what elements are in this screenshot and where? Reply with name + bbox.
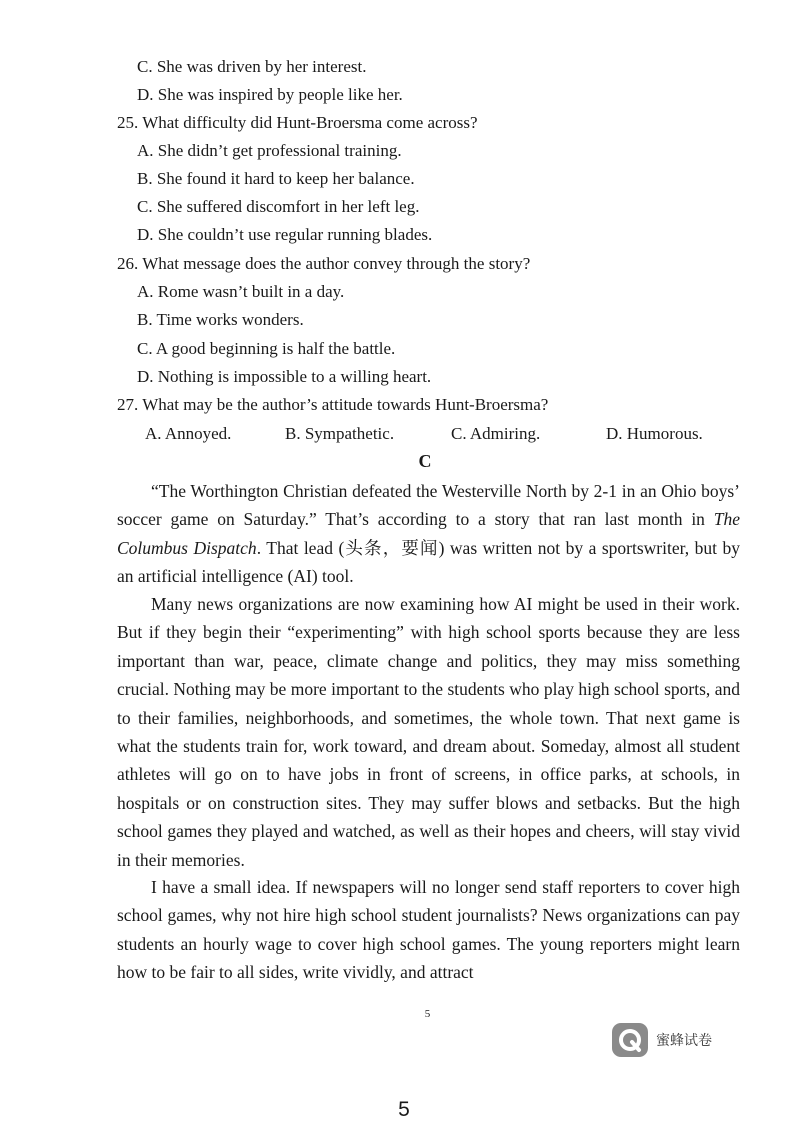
passage-paragraph-3: I have a small idea. If newspapers will no longer send staff reporters to cover high school games, why not hire high school student journalists? News organizations can pay students an hourly wage to cover high school games. The young reporters might learn how to be fair to all sides, write vividly, and attract <box>117 877 740 983</box>
q26-stem: 26. What message does the author convey through the story? <box>117 254 531 273</box>
q25-option-d: D. She couldn’t use regular running blades. <box>137 225 433 244</box>
page-number: 5 <box>398 1098 410 1121</box>
q27-option-c: C. Admiring. <box>451 424 541 443</box>
q25-stem: 25. What difficulty did Hunt-Broersma come across? <box>117 113 478 132</box>
q25-option-a: A. She didn’t get professional training. <box>137 141 402 160</box>
q26-option-d: D. Nothing is impossible to a willing heart. <box>137 367 432 386</box>
passage-paragraph-1 <box>117 477 740 591</box>
q26-option-c: C. A good beginning is half the battle. <box>137 339 396 358</box>
q25-option-c: C. She suffered discomfort in her left leg. <box>137 197 420 216</box>
passage-p1-end: . That lead (头条，要闻) was written not by a sportswriter, but by an artificial intelligence (AI) tool. <box>117 537 740 587</box>
q26-option-a: A. Rome wasn’t built in a day. <box>137 282 345 301</box>
bee-logo-icon <box>612 1023 648 1057</box>
q26-option-b: B. Time works wonders. <box>137 310 304 329</box>
q27-option-a: A. Annoyed. <box>145 424 232 443</box>
page-number-small: 5 <box>424 1008 431 1020</box>
q24-option-d: D. She was inspired by people like her. <box>137 85 403 104</box>
watermark-text: 蜜蜂试卷 <box>656 1033 712 1049</box>
newspaper-title: The Columbus Dispatch <box>117 509 740 558</box>
q27-option-b: B. Sympathetic. <box>285 424 395 443</box>
q25-option-b: B. She found it hard to keep her balance. <box>137 169 415 188</box>
section-heading: C <box>418 451 432 471</box>
passage-paragraph-2: Many news organizations are now examining how AI might be used in their work. But if they begin their “experimenting” with high school sports because they are less important than war, peace, climate change and politics, they may miss something crucial. Nothing may be more important to the students who play high school sports, and to their families, neighborhoods, and sometimes, the whole town. That next game is what the students train for, work toward, and dream about. Someday, almost all student athletes will go on to have jobs in front of screens, in office parks, at schools, in hospitals or on construction sites. They may suffer blows and setbacks. But the high school games they played and watched, as well as their hopes and cheers, will stay vivid in their memories. <box>117 594 740 870</box>
watermark-logo <box>612 1023 712 1057</box>
q27-stem: 27. What may be the author’s attitude towards Hunt-Broersma? <box>117 395 549 414</box>
passage-p1-start: “The Worthington Christian defeated the Westerville North by 2-1 in an Ohio boys’ soccer game on Saturday.” That’s according to a story that ran last month in <box>117 481 740 530</box>
q24-option-c: C. She was driven by her interest. <box>137 57 367 76</box>
q27-option-d: D. Humorous. <box>606 424 703 443</box>
